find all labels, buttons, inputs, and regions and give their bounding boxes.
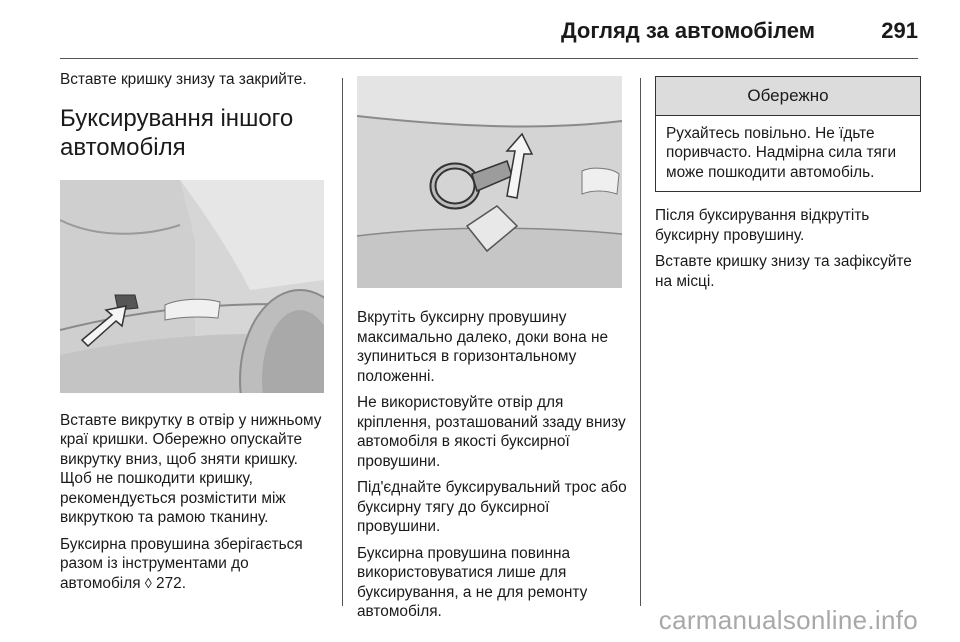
column-middle (357, 70, 627, 629)
instruction-paragraph-4: Не використовуйте отвір для кріплення, розташований ззаду внизу автомобіля в якості буксирної провушини. (357, 394, 626, 470)
page-reference-arrow-icon: ◊ (144, 574, 152, 591)
instruction-paragraph-2 (60, 535, 328, 594)
warning-text: Рухайтесь повільно. Не їдьте поривчасто. Надмірна сила тяги може пошкодити автомобіль. (666, 124, 897, 181)
section-title: Буксирування іншого автомобіля (60, 104, 294, 161)
instruction-paragraph-6: Буксирна провушина повинна використовуватися лише для буксирування, а не для ремонту автомобіля. (357, 544, 588, 620)
bumper-cover-illustration (60, 180, 324, 393)
towing-eye-illustration (357, 76, 622, 288)
instruction-paragraph-2-text: Буксирна провушина зберігається разом із інструментами до автомобіля (60, 535, 303, 592)
page-number: 291 (881, 18, 918, 43)
instruction-paragraph-8: Вставте кришку знизу та зафіксуйте на місці. (655, 253, 912, 290)
column-left (60, 70, 328, 600)
column-right (655, 70, 923, 298)
page-reference-link[interactable]: 272. (156, 574, 186, 592)
warning-title: Обережно (656, 77, 920, 116)
header-divider (60, 58, 918, 59)
watermark: carmanualsonline.info (658, 605, 918, 635)
instruction-paragraph-5: Під'єднайте буксирувальний трос або буксирну тягу до буксирної провушини. (357, 479, 627, 535)
instruction-paragraph-7: Після буксирування відкрутіть буксирну провушину. (655, 207, 870, 244)
page-header-title: Догляд за автомобілем (560, 18, 815, 43)
instruction-paragraph-1: Вставте викрутку в отвір у нижньому краї кришки. Обережно опускайте викрутку вниз, щоб зняти кришку. Щоб не пошкодити кришку, рекомендується розмістити між викруткою та рамою тканину. (60, 411, 322, 526)
warning-box (655, 76, 921, 192)
column-divider-2 (640, 78, 641, 606)
intro-paragraph: Вставте кришку знизу та закрийте. (60, 71, 307, 88)
column-divider-1 (342, 78, 343, 606)
instruction-paragraph-3: Вкрутіть буксирну провушину максимально далеко, доки вона не зупиниться в горизонтальному положенні. (357, 309, 609, 385)
